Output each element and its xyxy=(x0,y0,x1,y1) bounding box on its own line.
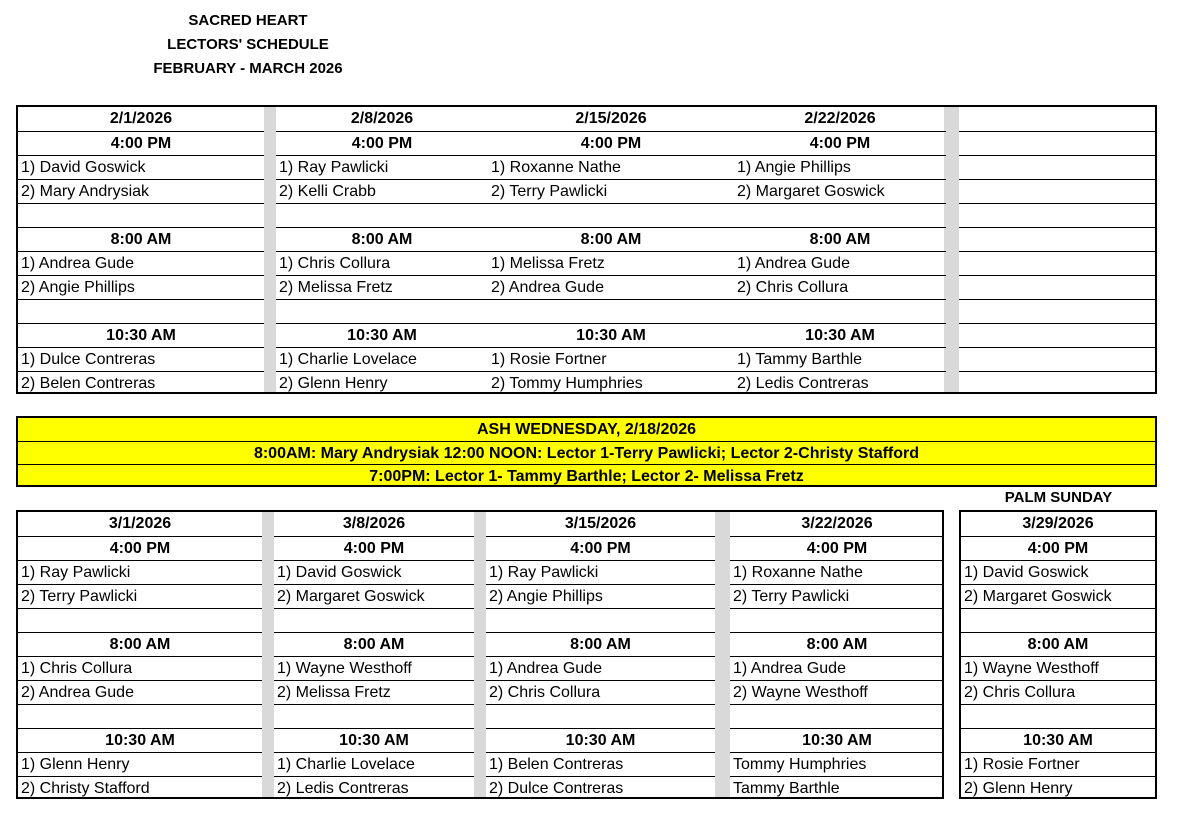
spacer-row xyxy=(18,203,264,227)
mass-time-8am: 8:00 AM xyxy=(486,632,715,656)
parish-name: SACRED HEART xyxy=(188,12,308,29)
lector-2: 2) Margaret Goswick xyxy=(961,584,1155,608)
spacer-row xyxy=(18,608,262,632)
lector-1: 1) Melissa Fretz xyxy=(488,251,734,275)
lector-2: 2) Terry Pawlicki xyxy=(18,584,262,608)
week-column-2 xyxy=(274,512,474,797)
spacer-row xyxy=(961,608,1155,632)
lector-1: 1) Wayne Westhoff xyxy=(274,656,474,680)
lector-2: 2) Chris Collura xyxy=(734,275,946,299)
mass-time-4pm: 4:00 PM xyxy=(488,131,734,155)
mass-time-1030am: 10:30 AM xyxy=(730,728,944,752)
spacer-row xyxy=(276,299,488,323)
lector-2 xyxy=(959,179,1157,203)
mass-time-8am: 8:00 AM xyxy=(18,227,264,251)
mass-time-1030am: 10:30 AM xyxy=(488,323,734,347)
lector-2: 2) Tommy Humphries xyxy=(488,371,734,395)
mass-time-4pm: 4:00 PM xyxy=(961,536,1155,560)
lector-1 xyxy=(959,251,1157,275)
mass-time-8am: 8:00 AM xyxy=(961,632,1155,656)
empty-week-column xyxy=(959,107,1157,392)
lector-2: 2) Margaret Goswick xyxy=(734,179,946,203)
lector-1: 1) Angie Phillips xyxy=(734,155,946,179)
march-schedule-table xyxy=(16,510,944,799)
mass-time-4pm: 4:00 PM xyxy=(276,131,488,155)
mass-time-8am: 8:00 AM xyxy=(18,632,262,656)
lector-1 xyxy=(959,347,1157,371)
lector-1: Tommy Humphries xyxy=(730,752,944,776)
lector-1: 1) Roxanne Nathe xyxy=(488,155,734,179)
lector-1: 1) Rosie Fortner xyxy=(961,752,1155,776)
mass-time-4pm: 4:00 PM xyxy=(486,536,715,560)
mass-time-1030am: 10:30 AM xyxy=(18,323,264,347)
spacer-row xyxy=(18,299,264,323)
spacer-row xyxy=(959,203,1157,227)
lector-2: 2) Belen Contreras xyxy=(18,371,264,395)
mass-time-1030am: 10:30 AM xyxy=(961,728,1155,752)
mass-time-8am: 8:00 AM xyxy=(730,632,944,656)
ash-wednesday-title: ASH WEDNESDAY, 2/18/2026 xyxy=(476,421,697,438)
lector-2 xyxy=(959,371,1157,395)
lector-2: 2) Ledis Contreras xyxy=(274,776,474,800)
lector-1: 1) Ray Pawlicki xyxy=(18,560,262,584)
date-header: 3/15/2026 xyxy=(564,515,637,532)
lector-1: 1) Andrea Gude xyxy=(486,656,715,680)
lector-1: 1) David Goswick xyxy=(961,560,1155,584)
spacer-row xyxy=(730,608,944,632)
lector-2: 2) Chris Collura xyxy=(486,680,715,704)
lector-1: 1) Wayne Westhoff xyxy=(961,656,1155,680)
mass-time-8am: 8:00 AM xyxy=(734,227,946,251)
lector-2: 2) Melissa Fretz xyxy=(276,275,488,299)
week-column-4 xyxy=(734,107,946,392)
lector-2: 2) Mary Andrysiak xyxy=(18,179,264,203)
mass-time-1030am: 10:30 AM xyxy=(274,728,474,752)
lector-1: 1) Andrea Gude xyxy=(730,656,944,680)
lector-1: 1) Rosie Fortner xyxy=(488,347,734,371)
lector-2: 2) Kelli Crabb xyxy=(276,179,488,203)
lector-1: 1) Belen Contreras xyxy=(486,752,715,776)
date-header: 2/22/2026 xyxy=(804,110,876,127)
mass-time-4pm: 4:00 PM xyxy=(734,131,946,155)
lector-2: 2) Glenn Henry xyxy=(276,371,488,395)
lector-1: 1) Roxanne Nathe xyxy=(730,560,944,584)
palm-sunday-column xyxy=(961,512,1155,797)
lector-2: 2) Andrea Gude xyxy=(18,680,262,704)
column-separator xyxy=(944,107,959,392)
mass-time-8am: 8:00 AM xyxy=(488,227,734,251)
spacer-row xyxy=(274,704,474,728)
lector-2: 2) Terry Pawlicki xyxy=(730,584,944,608)
week-column-1 xyxy=(18,512,262,797)
schedule-title: LECTORS' SCHEDULE xyxy=(167,36,329,53)
mass-time-1030am: 10:30 AM xyxy=(276,323,488,347)
lector-2: 2) Christy Stafford xyxy=(18,776,262,800)
lector-1: 1) Chris Collura xyxy=(276,251,488,275)
palm-sunday-label: PALM SUNDAY xyxy=(1004,489,1113,506)
mass-time-4pm: 4:00 PM xyxy=(18,131,264,155)
mass-time-4pm: 4:00 PM xyxy=(274,536,474,560)
lector-1: 1) Charlie Lovelace xyxy=(276,347,488,371)
lector-1: 1) Tammy Barthle xyxy=(734,347,946,371)
lector-2: 2) Angie Phillips xyxy=(486,584,715,608)
spacer-row xyxy=(18,704,262,728)
lector-2: Tammy Barthle xyxy=(730,776,944,800)
spacer-row xyxy=(276,203,488,227)
mass-time-4pm xyxy=(959,131,1157,155)
date-header: 3/22/2026 xyxy=(801,515,873,532)
lector-1 xyxy=(959,155,1157,179)
lector-1: 1) Andrea Gude xyxy=(18,251,264,275)
spacer-row xyxy=(274,608,474,632)
spacer-row xyxy=(488,299,734,323)
spacer-row xyxy=(486,704,715,728)
date-header xyxy=(959,107,1157,131)
date-header: 3/1/2026 xyxy=(108,515,172,532)
week-column-3 xyxy=(488,107,734,392)
lector-2: 2) Chris Collura xyxy=(961,680,1155,704)
spacer-row xyxy=(488,203,734,227)
lector-1: 1) Andrea Gude xyxy=(734,251,946,275)
week-column-4 xyxy=(730,512,944,797)
lector-2: 2) Ledis Contreras xyxy=(734,371,946,395)
lector-2: 2) Wayne Westhoff xyxy=(730,680,944,704)
mass-time-1030am: 10:30 AM xyxy=(18,728,262,752)
date-header: 3/8/2026 xyxy=(342,515,406,532)
column-separator xyxy=(262,512,274,797)
ash-wednesday-evening: 7:00PM: Lector 1- Tammy Barthle; Lector 2- Melissa Fretz xyxy=(18,464,1155,487)
week-column-3 xyxy=(486,512,715,797)
palm-sunday-table xyxy=(959,510,1157,799)
lector-1: 1) Charlie Lovelace xyxy=(274,752,474,776)
date-header: 2/8/2026 xyxy=(350,110,414,127)
february-schedule-table xyxy=(16,105,1157,394)
lector-1: 1) David Goswick xyxy=(274,560,474,584)
column-separator xyxy=(264,107,276,392)
mass-time-8am: 8:00 AM xyxy=(276,227,488,251)
lector-2 xyxy=(959,275,1157,299)
date-header: 2/15/2026 xyxy=(575,110,647,127)
spacer-row xyxy=(734,299,946,323)
spacer-row xyxy=(961,704,1155,728)
date-header: 3/29/2026 xyxy=(1022,515,1094,532)
lector-2: 2) Glenn Henry xyxy=(961,776,1155,800)
mass-time-8am xyxy=(959,227,1157,251)
lector-1: 1) Ray Pawlicki xyxy=(276,155,488,179)
mass-time-1030am: 10:30 AM xyxy=(486,728,715,752)
lector-1: 1) Ray Pawlicki xyxy=(486,560,715,584)
date-header: 2/1/2026 xyxy=(109,110,173,127)
mass-time-8am: 8:00 AM xyxy=(274,632,474,656)
schedule-period: FEBRUARY - MARCH 2026 xyxy=(153,60,343,77)
ash-wednesday-morning-noon: 8:00AM: Mary Andrysiak 12:00 NOON: Lector 1-Terry Pawlicki; Lector 2-Christy Stafford xyxy=(18,441,1155,464)
spacer-row xyxy=(486,608,715,632)
lector-2: 2) Terry Pawlicki xyxy=(488,179,734,203)
spacer-row xyxy=(959,299,1157,323)
lector-1: 1) Glenn Henry xyxy=(18,752,262,776)
mass-time-1030am xyxy=(959,323,1157,347)
mass-time-4pm: 4:00 PM xyxy=(730,536,944,560)
lector-1: 1) David Goswick xyxy=(18,155,264,179)
lector-1: 1) Chris Collura xyxy=(18,656,262,680)
spacer-row xyxy=(730,704,944,728)
column-separator xyxy=(474,512,486,797)
column-separator xyxy=(715,512,730,797)
ash-wednesday-banner xyxy=(16,416,1157,487)
lector-2: 2) Andrea Gude xyxy=(488,275,734,299)
spacer-row xyxy=(734,203,946,227)
week-column-2 xyxy=(276,107,488,392)
week-column-1 xyxy=(18,107,264,392)
lector-2: 2) Dulce Contreras xyxy=(486,776,715,800)
lector-2: 2) Angie Phillips xyxy=(18,275,264,299)
lector-2: 2) Margaret Goswick xyxy=(274,584,474,608)
lector-2: 2) Melissa Fretz xyxy=(274,680,474,704)
mass-time-4pm: 4:00 PM xyxy=(18,536,262,560)
mass-time-1030am: 10:30 AM xyxy=(734,323,946,347)
lector-1: 1) Dulce Contreras xyxy=(18,347,264,371)
